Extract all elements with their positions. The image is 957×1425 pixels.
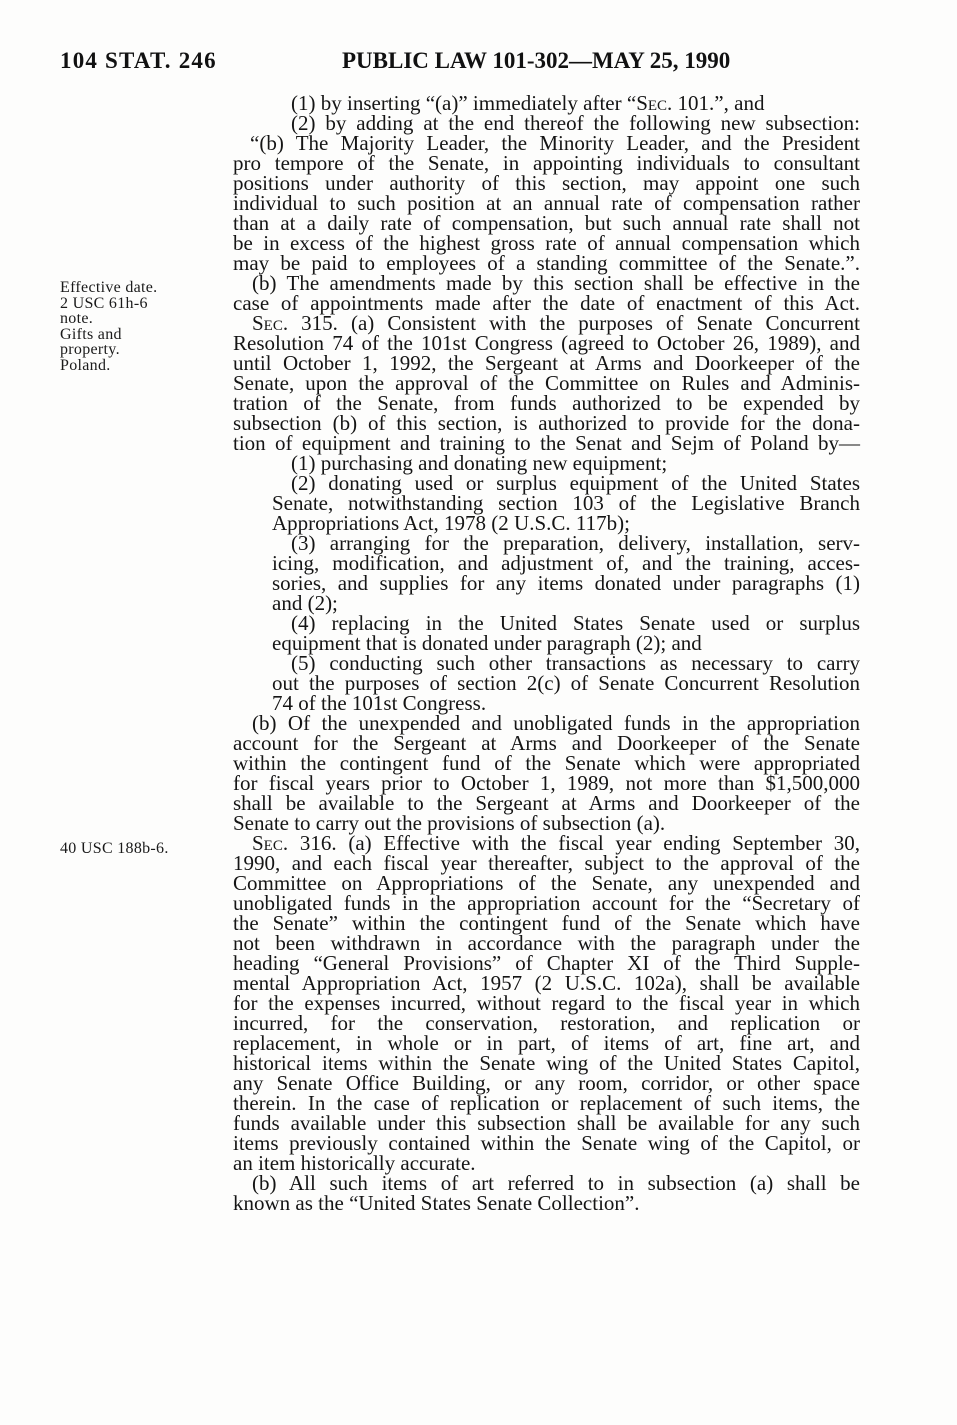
section-315-subsection-b <box>233 713 860 833</box>
text-line: (b) All such items of art referred to in subsection (a) shall be <box>252 1171 860 1195</box>
list-item-3 <box>233 533 860 613</box>
section-315-subsection-a <box>233 313 860 453</box>
amendment-item-1 <box>233 93 860 113</box>
text-line: subsection (b) of this section, is authorized to provide for the dona- <box>233 411 860 435</box>
text-line: Senate, upon the approval of the Committee on Rules and Adminis- <box>233 371 860 395</box>
text-line: positions under authority of this section, may appoint one such <box>233 171 860 195</box>
text-line: for fiscal years prior to October 1, 1989, not more than $1,500,000 <box>233 771 860 795</box>
text-line: (5) conducting such other transactions as necessary to carry <box>291 651 860 675</box>
text-line: known as the “United States Senate Collection”. <box>233 1191 640 1215</box>
text-line: individual to such position at an annual rate of compensation rather <box>233 191 860 215</box>
text-line: Senate to carry out the provisions of subsection (a). <box>233 811 666 835</box>
text-line: funds available under this subsection shall be available for any such <box>233 1111 860 1135</box>
text-line <box>233 313 860 333</box>
text-line: account for the Sergeant at Arms and Doorkeeper of the Senate <box>233 731 860 755</box>
text-line: incurred, for the conservation, restoration, and replication or <box>233 1011 860 1035</box>
text-line: unobligated funds in the appropriation account for the “Secretary of <box>233 891 860 915</box>
text-line: Committee on Appropriations of the Senate, any unexpended and <box>233 871 860 895</box>
list-item-4 <box>233 613 860 653</box>
text-line: Resolution 74 of the 101st Congress (agreed to October 26, 1989), and <box>233 331 860 355</box>
text-line: equipment that is donated under paragraph (2); and <box>272 631 702 655</box>
text-line: mental Appropriation Act, 1957 (2 U.S.C. 102a), shall be available <box>233 971 860 995</box>
body-text <box>233 93 860 1213</box>
margin-note: Poland. <box>60 356 111 374</box>
text-line: (4) replacing in the United States Senate used or surplus <box>291 611 860 635</box>
text-line: Senate, notwithstanding section 103 of the Legislative Branch <box>272 491 860 515</box>
margin-note: Gifts and <box>60 325 122 343</box>
section-316-subsection-a <box>233 833 860 1173</box>
page-title: PUBLIC LAW 101-302—MAY 25, 1990 <box>342 48 731 73</box>
amendment-item-2 <box>233 113 860 133</box>
margin-note: property. <box>60 341 120 359</box>
text-line: and (2); <box>272 591 338 615</box>
text-line: historical items within the Senate wing of the United States Capitol, <box>233 1051 860 1075</box>
text-line: Appropriations Act, 1978 (2 U.S.C. 117b); <box>272 511 630 535</box>
margin-note: 2 USC 61h-6 <box>60 294 148 312</box>
text-line <box>233 93 860 113</box>
text-segment: . 315. (a) Consistent with the purposes of Senate Concurrent <box>282 311 860 335</box>
section-label: Sec <box>252 311 283 335</box>
text-line: (b) Of the unexpended and unobligated funds in the appropriation <box>252 711 860 735</box>
text-line: an item historically accurate. <box>233 1151 476 1175</box>
text-line: therein. In the case of replication or replacement of such items, the <box>233 1091 860 1115</box>
text-line <box>233 833 860 853</box>
text-line: (3) arranging for the preparation, delivery, installation, serv- <box>291 531 860 555</box>
list-item-1 <box>233 453 860 473</box>
text-line: (b) The amendments made by this section shall be effective in the <box>252 271 860 295</box>
text-line: out the purposes of section 2(c) of Senate Concurrent Resolution <box>272 671 860 695</box>
text-line: be in excess of the highest gross rate of annual compensation which <box>233 231 860 255</box>
list-item-5 <box>233 653 860 713</box>
list-item-2 <box>233 473 860 533</box>
text-line: items previously contained within the Senate wing of the Capitol, or <box>233 1131 860 1155</box>
text-line: (2) donating used or surplus equipment of the United States <box>291 471 860 495</box>
section-label: Sec <box>252 831 283 855</box>
margin-note: note. <box>60 310 94 328</box>
margin-notes-usc-citation <box>60 841 169 857</box>
text-line: replacement, in whole or in part, of items of art, fine art, and <box>233 1031 860 1055</box>
text-line: “(b) The Majority Leader, the Minority Leader, and the President <box>250 131 860 155</box>
text-segment: (1) by inserting “(a)” immediately after “ <box>291 91 637 115</box>
text-line: for the expenses incurred, without regard to the fiscal year in which <box>233 991 860 1015</box>
margin-notes-effective-date <box>60 280 157 374</box>
page-reference: 104 STAT. 246 <box>60 48 217 73</box>
text-line: case of appointments made after the date of enactment of this Act. <box>233 291 860 315</box>
text-line: 74 of the 101st Congress. <box>272 691 487 715</box>
text-line: (2) by adding at the end thereof the following new subsection: <box>291 111 860 135</box>
text-line: pro tempore of the Senate, in appointing individuals to consultant <box>233 151 860 175</box>
text-line: not been withdrawn in accordance with the paragraph under the <box>233 931 860 955</box>
text-line: than at a daily rate of compensation, but such annual rate shall not <box>233 211 860 235</box>
margin-note: 40 USC 188b-6. <box>60 840 169 857</box>
text-line: within the contingent fund of the Senate which were appropriated <box>233 751 860 775</box>
text-line: may be paid to employees of a standing committee of the Senate.”. <box>233 251 860 275</box>
section-label: Sec <box>636 91 668 115</box>
text-line: 1990, and each fiscal year thereafter, subject to the approval of the <box>233 851 860 875</box>
text-line: tration of the Senate, from funds authorized to be expended by <box>233 391 860 415</box>
text-line: until October 1, 1992, the Sergeant at Arms and Doorkeeper of the <box>233 351 860 375</box>
text-line: (1) purchasing and donating new equipment; <box>291 451 668 475</box>
text-line: any Senate Office Building, or any room, corridor, or other space <box>233 1071 860 1095</box>
text-line: tion of equipment and training to the Senat and Sejm of Poland by— <box>233 431 860 455</box>
text-segment: . 316. (a) Effective with the fiscal year ending September 30, <box>282 831 860 855</box>
text-segment: . 101.”, and <box>667 91 765 115</box>
text-line: shall be available to the Sergeant at Arms and Doorkeeper of the <box>233 791 860 815</box>
quoted-subsection-b <box>233 133 860 273</box>
text-line: sories, and supplies for any items donated under paragraphs (1) <box>272 571 860 595</box>
text-line: heading “General Provisions” of Chapter XI of the Third Supple- <box>233 951 860 975</box>
section-316-subsection-b <box>233 1173 860 1213</box>
margin-note: Effective date. <box>60 279 158 296</box>
text-line: the Senate” within the contingent fund of the Senate which have <box>233 911 860 935</box>
text-line: icing, modification, and adjustment of, and the training, acces- <box>272 551 860 575</box>
effective-date-subsection <box>233 273 860 313</box>
